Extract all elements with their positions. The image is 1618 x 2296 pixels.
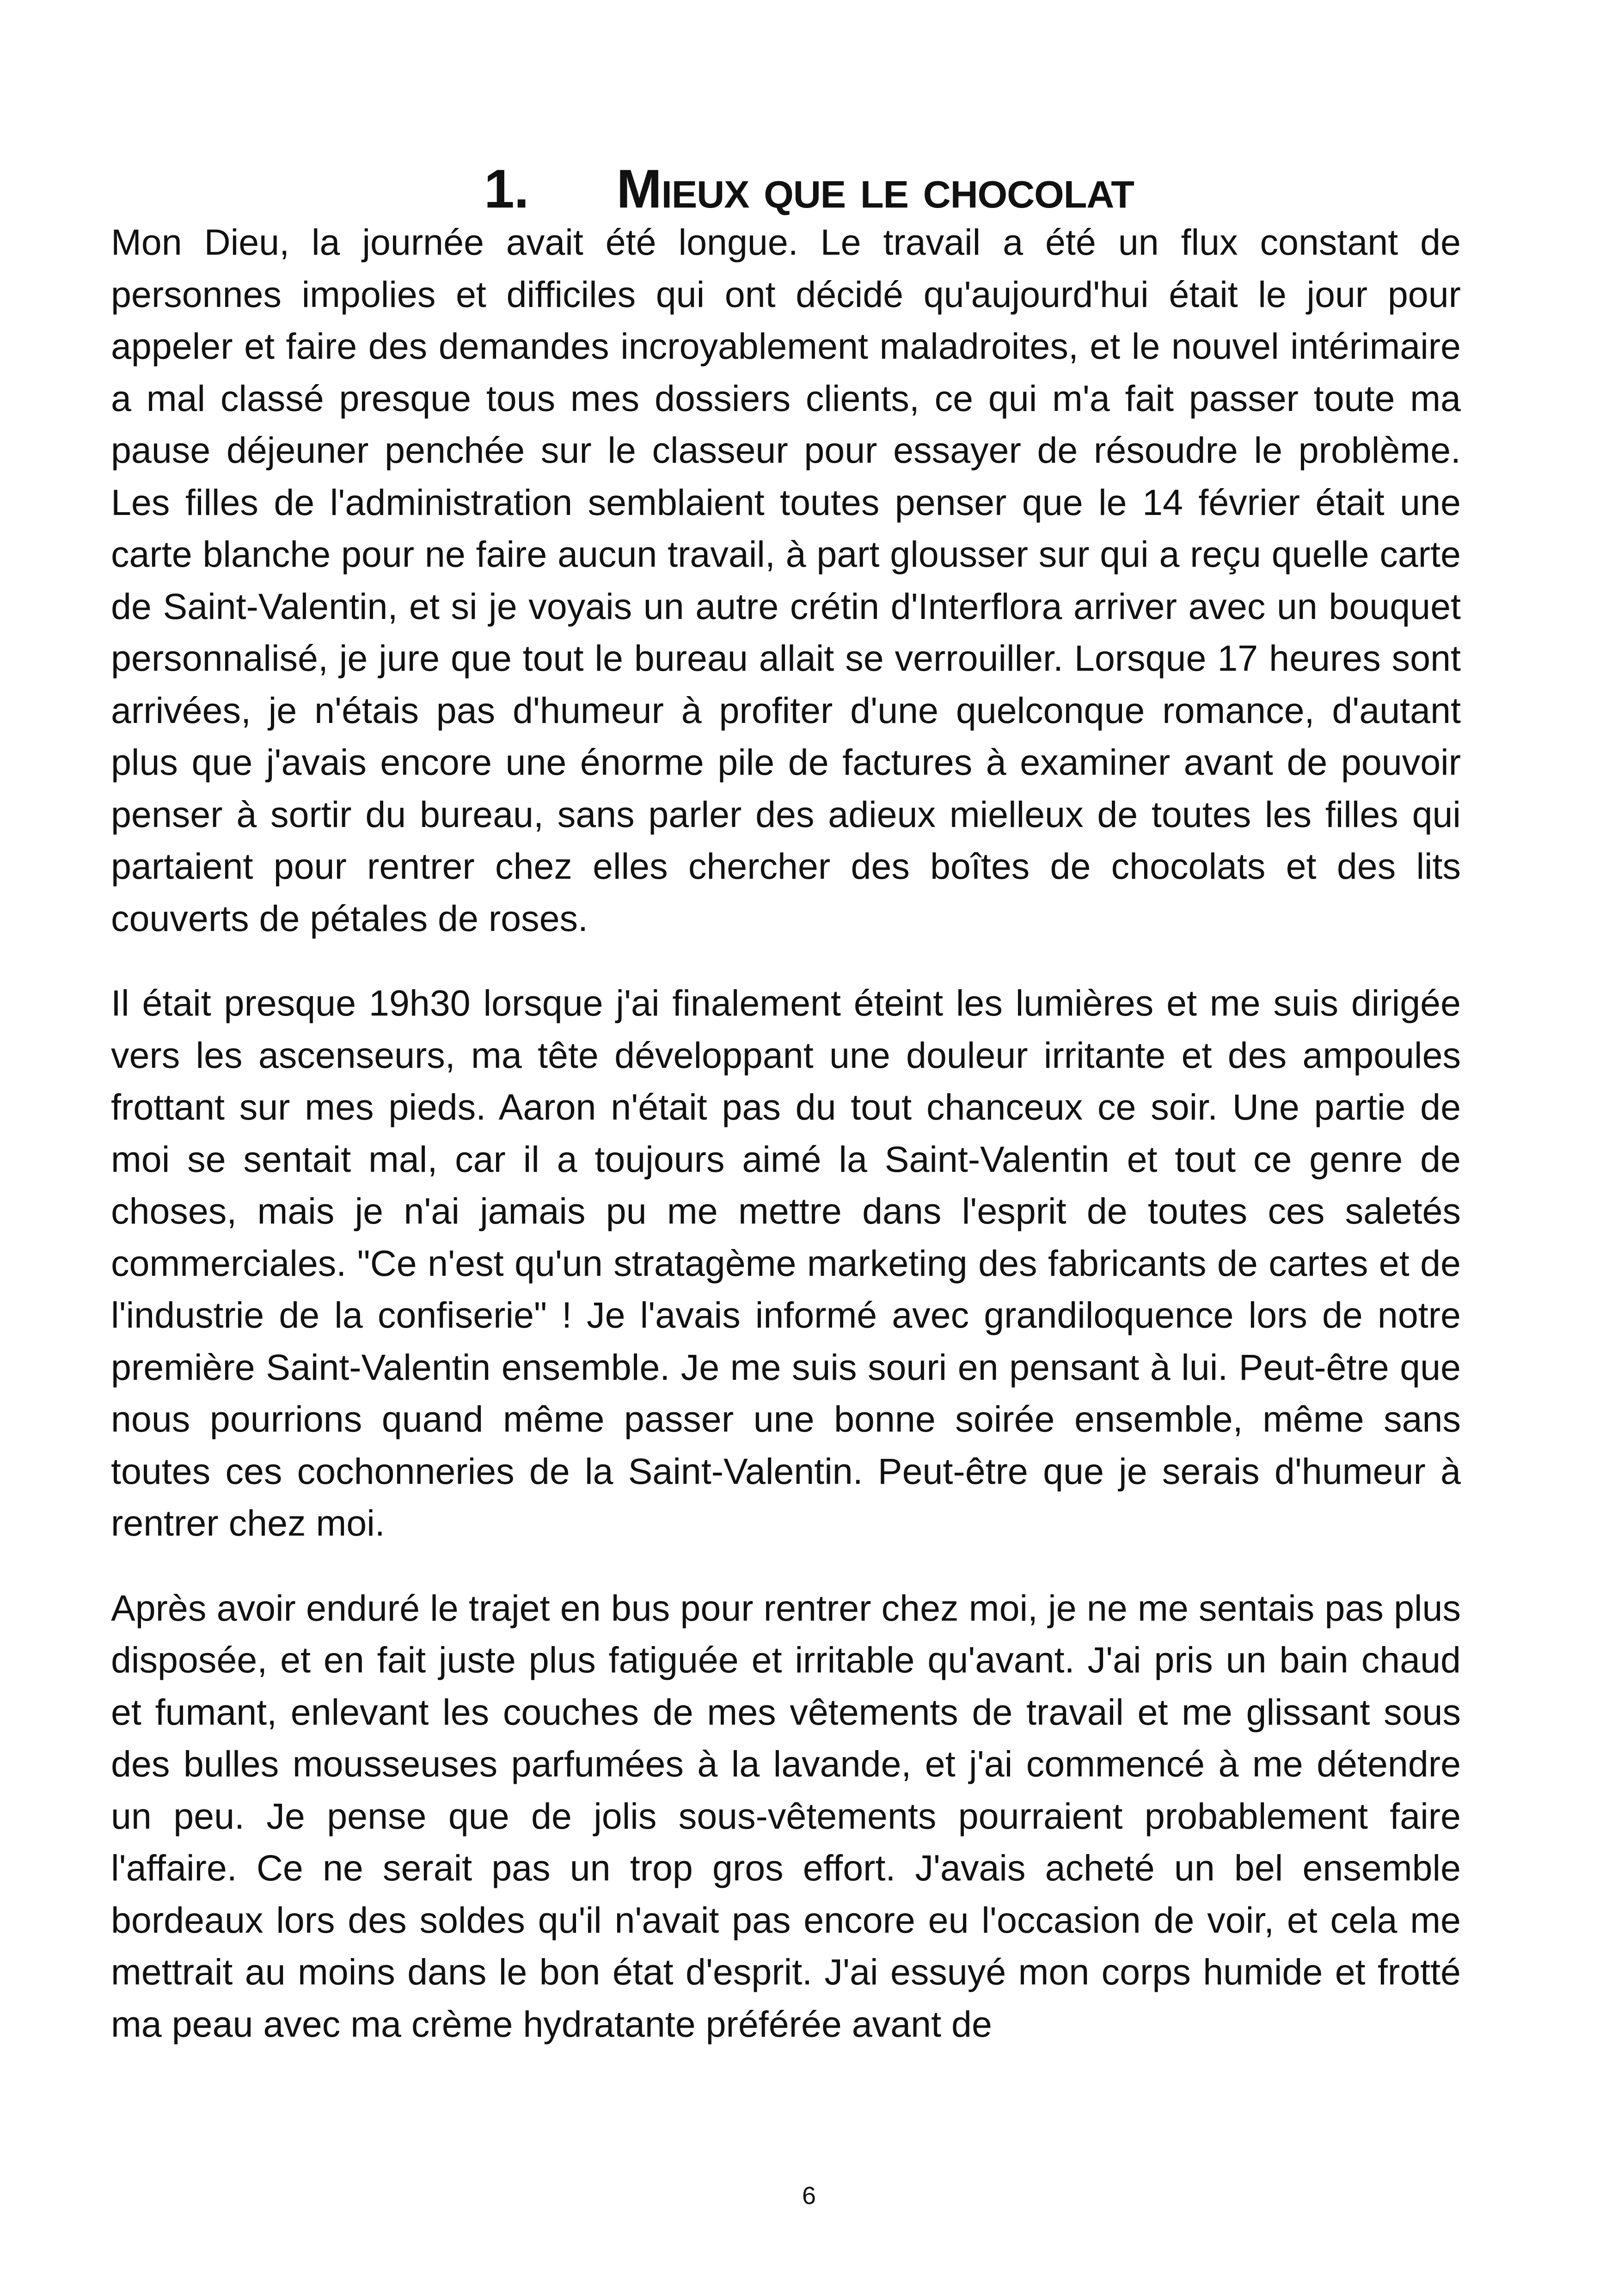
chapter-body (111, 216, 1461, 2083)
chapter-title: Mieux que le chocolat (616, 159, 1134, 220)
chapter-heading (0, 154, 1618, 224)
paragraph: Après avoir enduré le trajet en bus pour rentrer chez moi, je ne me sentais pas plus disposée, et en fait juste plus fatiguée et irritable qu'avant. J'ai pris un bain chaud et fumant, enlevant les couches de mes vêtements de travail et me glissant sous des bulles mousseuses parfumées à la lavande, et j'ai commencé à me détendre un peu. Je pense que de jolis sous-vêtements pourraient probablement faire l'affaire. Ce ne serait pas un trop gros effort. J'avais acheté un bel ensemble bordeaux lors des soldes qu'il n'avait pas encore eu l'occasion de voir, et cela me mettrait au moins dans le bon état d'esprit. J'ai essuyé mon corps humide et frotté ma peau avec ma crème hydratante préférée avant de (111, 1587, 1461, 2045)
page-number: 6 (802, 2182, 816, 2210)
chapter-number: 1. (484, 159, 529, 220)
paragraph: Mon Dieu, la journée avait été longue. Le travail a été un flux constant de personnes impolies et difficiles qui ont décidé qu'aujourd'hui était le jour pour appeler et faire des demandes incroyablement maladroites, et le nouvel intérimaire a mal classé presque tous mes dossiers clients, ce qui m'a fait passer toute ma pause déjeuner penchée sur le classeur pour essayer de résoudre le problème. Les filles de l'administration semblaient toutes penser que le 14 février était une carte blanche pour ne faire aucun travail, à part glousser sur qui a reçu quelle carte de Saint-Valentin, et si je voyais un autre crétin d'Interflora arriver avec un bouquet personnalisé, je jure que tout le bureau allait se verrouiller. Lorsque 17 heures sont arrivées, je n'étais pas d'humeur à profiter d'une quelconque romance, d'autant plus que j'avais encore une énorme pile de factures à examiner avant de pouvoir penser à sortir du bureau, sans parler des adieux mielleux de toutes les filles qui partaient pour rentrer chez elles chercher des boîtes de chocolats et des lits couverts de pétales de roses. (111, 221, 1461, 939)
paragraph: Il était presque 19h30 lorsque j'ai finalement éteint les lumières et me suis dirigée vers les ascenseurs, ma tête développant une douleur irritante et des ampoules frottant sur mes pieds. Aaron n'était pas du tout chanceux ce soir. Une partie de moi se sentait mal, car il a toujours aimé la Saint-Valentin et tout ce genre de choses, mais je n'ai jamais pu me mettre dans l'esprit de toutes ces saletés commerciales. "Ce n'est qu'un stratagème marketing des fabricants de cartes et de l'industrie de la confiserie" ! Je l'avais informé avec grandiloquence lors de notre première Saint-Valentin ensemble. Je me suis souri en pensant à lui. Peut-être que nous pourrions quand même passer une bonne soirée ensemble, même sans toutes ces cochonneries de la Saint-Valentin. Peut-être que je serais d'humeur à rentrer chez moi. (111, 982, 1461, 1543)
